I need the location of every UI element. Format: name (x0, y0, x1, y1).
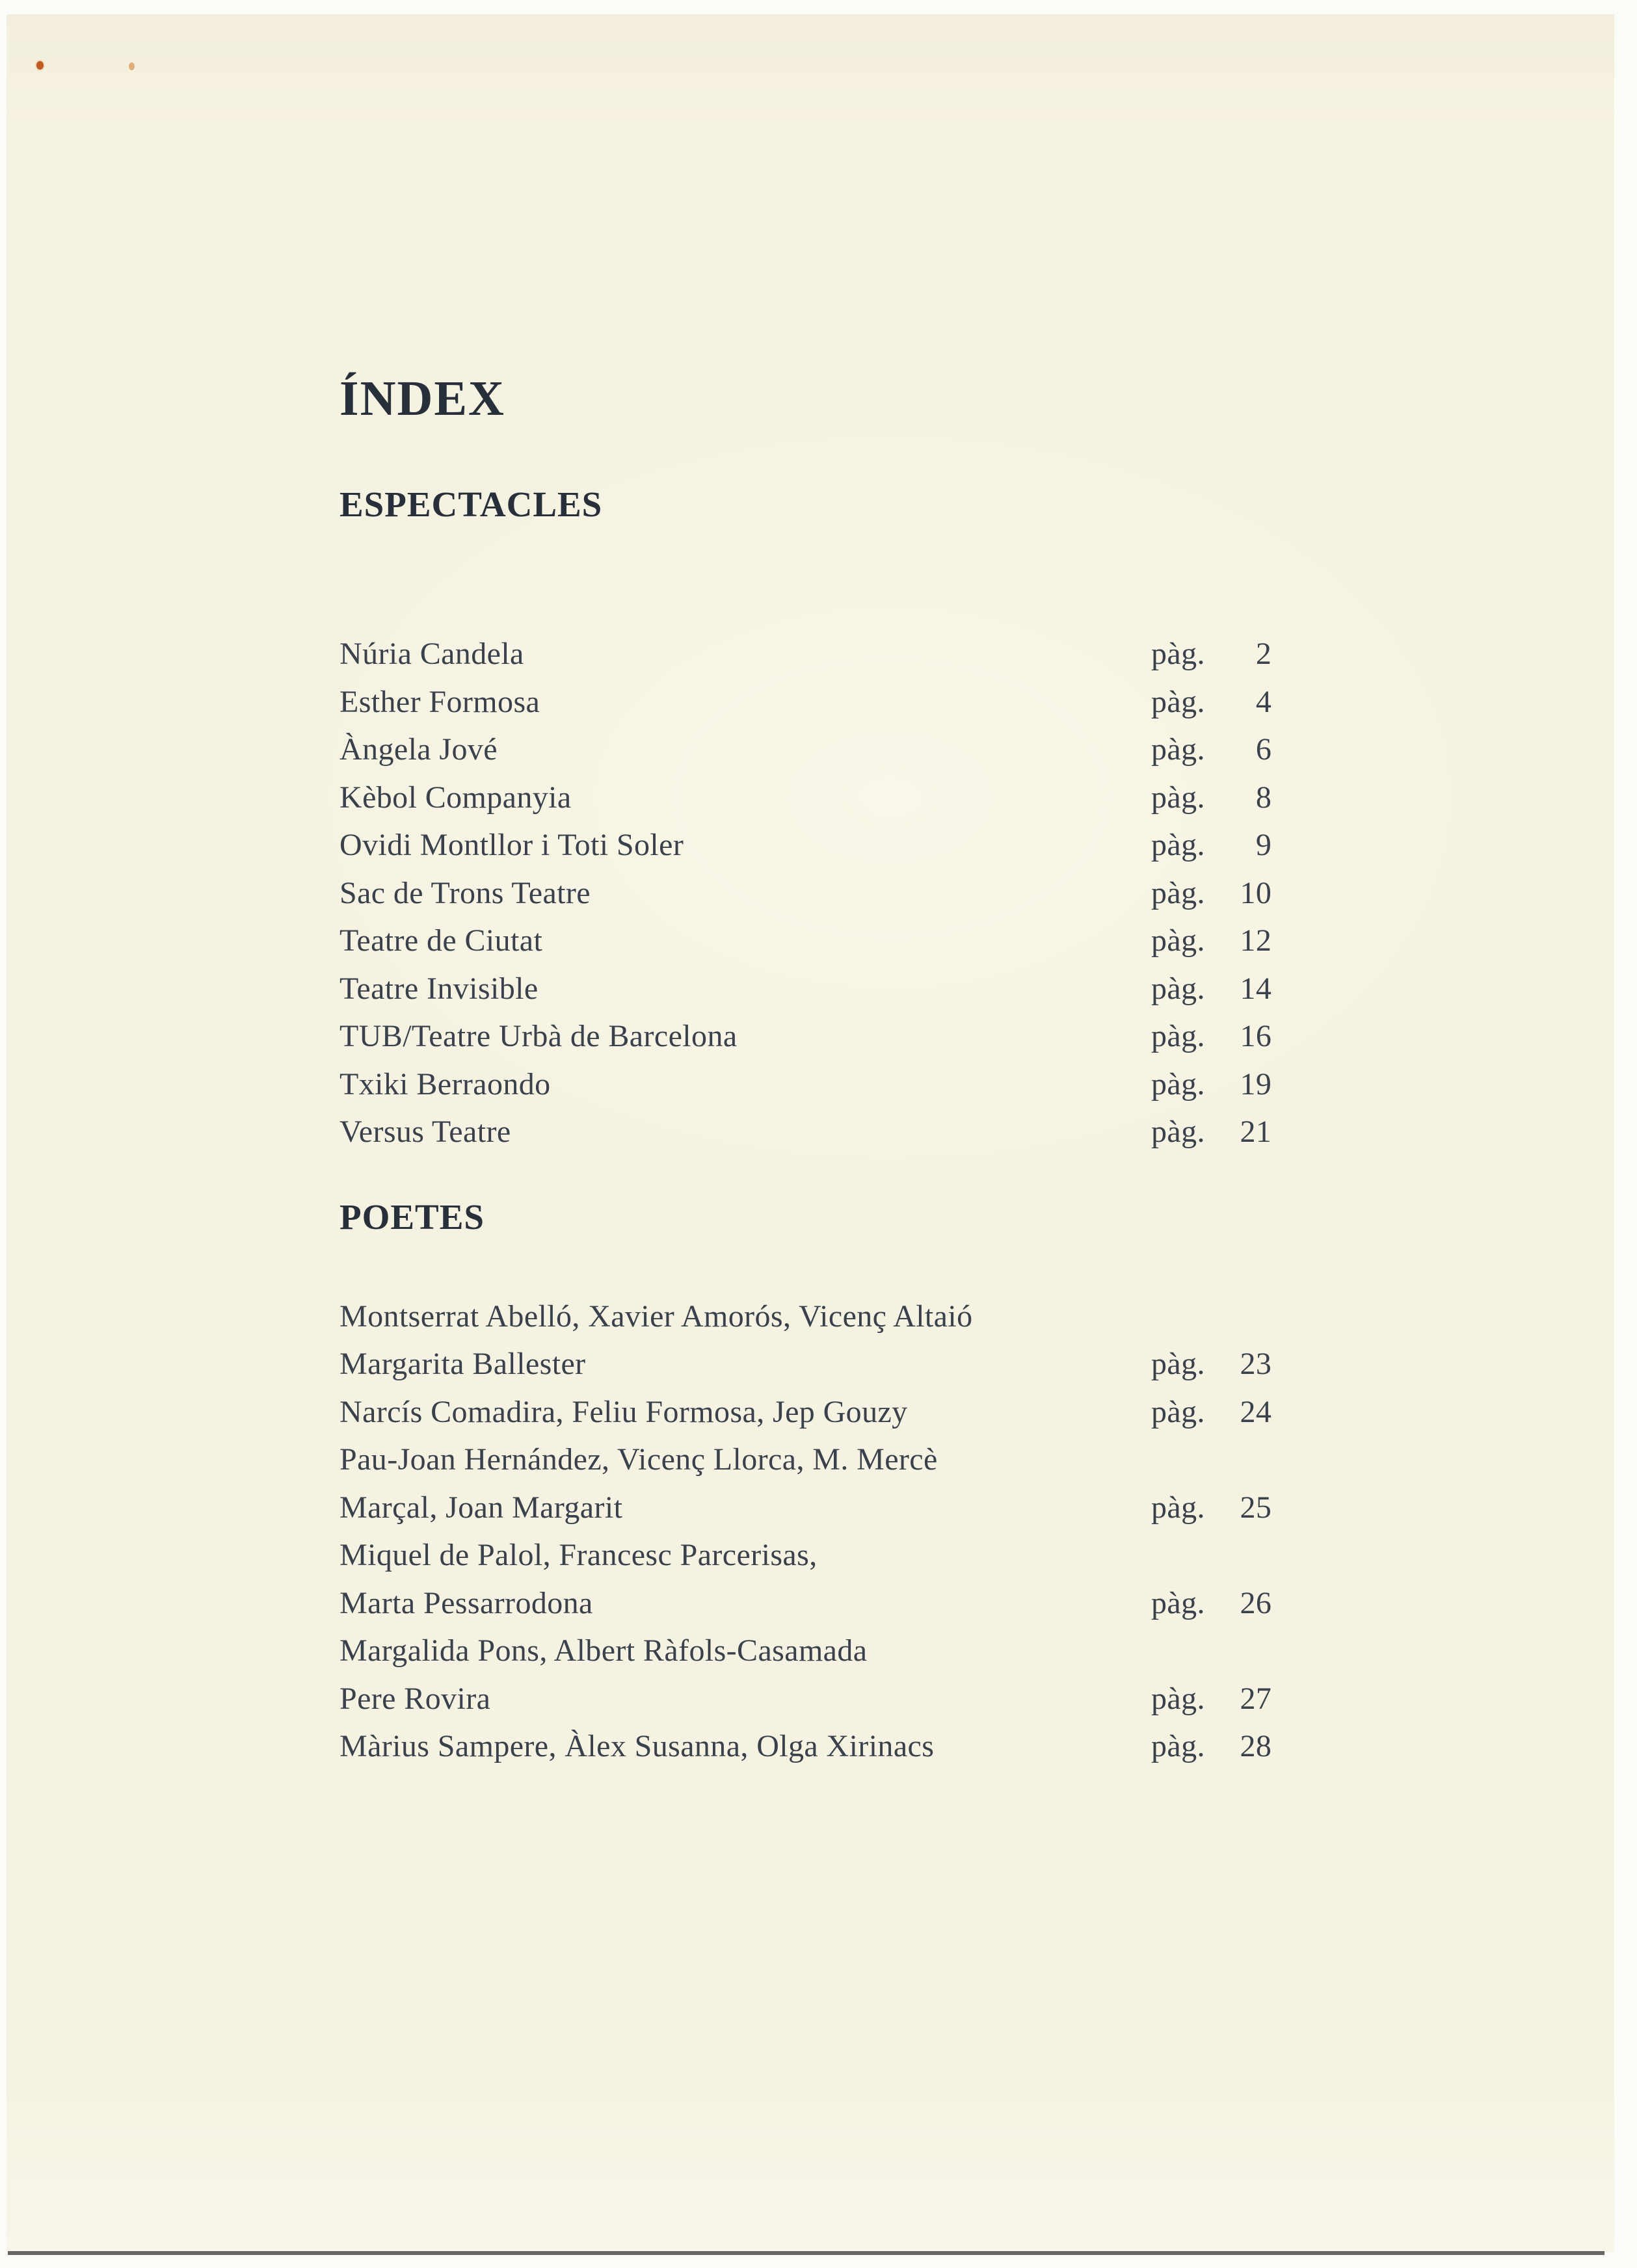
entry-page-ref (1151, 869, 1271, 917)
entry-page-ref (1151, 1012, 1271, 1061)
entry-label: Marçal, Joan Margarit (339, 1490, 623, 1525)
page-label: pàg. (1151, 1729, 1205, 1763)
entry-label: Pere Rovira (339, 1681, 491, 1716)
section-heading: POETES (339, 1196, 485, 1237)
section-entries (339, 630, 1283, 1156)
toc-entry (339, 869, 1283, 917)
toc-entry (339, 1436, 1283, 1484)
toc-entry (339, 1061, 1283, 1109)
page-label: pàg. (1151, 1681, 1205, 1716)
page-number: 19 (1240, 1066, 1272, 1101)
entry-label: Pau-Joan Hernández, Vicenç Llorca, M. Mercè (339, 1442, 938, 1477)
page-label: pàg. (1151, 1347, 1205, 1381)
page-label: pàg. (1151, 1114, 1205, 1149)
page-title: ÍNDEX (339, 371, 505, 426)
ink-stain-mark (129, 62, 135, 70)
toc-entry (339, 1675, 1283, 1723)
page-label: pàg. (1151, 828, 1205, 862)
page-number: 6 (1255, 732, 1272, 767)
entry-page-ref (1151, 1388, 1271, 1436)
page-number: 26 (1240, 1585, 1272, 1620)
toc-entry (339, 1293, 1283, 1341)
page-number: 25 (1240, 1490, 1272, 1525)
page-number: 2 (1255, 637, 1272, 671)
entry-page-ref (1151, 917, 1271, 965)
page-label: pàg. (1151, 637, 1205, 671)
entry-label: Màrius Sampere, Àlex Susanna, Olga Xirinacs (339, 1729, 935, 1763)
entry-label: Àngela Jové (339, 732, 498, 767)
toc-entry (339, 1627, 1283, 1675)
entry-page-ref (1151, 1579, 1271, 1628)
page-number: 27 (1240, 1681, 1272, 1716)
entry-page-ref (1151, 678, 1271, 726)
toc-entry (339, 965, 1283, 1013)
page-label: pàg. (1151, 684, 1205, 719)
page-number: 21 (1240, 1114, 1272, 1149)
entry-page-ref (1151, 1484, 1271, 1532)
entry-label: TUB/Teatre Urbà de Barcelona (339, 1019, 738, 1053)
toc-section (339, 486, 1283, 1156)
toc-section (339, 1196, 1283, 1771)
page-number: 23 (1240, 1347, 1272, 1381)
toc-entry (339, 821, 1283, 869)
entry-page-ref (1151, 1675, 1271, 1723)
entry-label: Margalida Pons, Albert Ràfols-Casamada (339, 1633, 868, 1668)
entry-page-ref (1151, 821, 1271, 869)
page-label: pàg. (1151, 875, 1205, 910)
entry-label: Teatre Invisible (339, 971, 539, 1006)
page-number: 8 (1255, 780, 1272, 815)
toc-entry (339, 678, 1283, 726)
entry-page-ref (1151, 726, 1271, 774)
toc-entry (339, 774, 1283, 822)
ink-stain-mark (36, 61, 44, 70)
page-label: pàg. (1151, 971, 1205, 1006)
entry-label: Margarita Ballester (339, 1347, 586, 1381)
page-label: pàg. (1151, 780, 1205, 815)
page-number: 9 (1255, 828, 1272, 862)
entry-label: Teatre de Ciutat (339, 923, 543, 958)
entry-page-ref (1151, 774, 1271, 822)
page-number: 28 (1240, 1729, 1272, 1763)
entry-label: Sac de Trons Teatre (339, 875, 591, 910)
entry-label: Kèbol Companyia (339, 780, 572, 815)
entry-label: Marta Pessarrodona (339, 1585, 593, 1620)
toc-entry (339, 1484, 1283, 1532)
page-label: pàg. (1151, 1066, 1205, 1101)
toc-entry (339, 1388, 1283, 1436)
entry-page-ref (1151, 1108, 1271, 1156)
page-label: pàg. (1151, 923, 1205, 958)
toc-entry (339, 1340, 1283, 1388)
entry-label: Narcís Comadira, Feliu Formosa, Jep Gouzy (339, 1394, 908, 1429)
page-number: 12 (1240, 923, 1272, 958)
page-label: pàg. (1151, 732, 1205, 767)
page-number: 24 (1240, 1394, 1272, 1429)
page-label: pàg. (1151, 1585, 1205, 1620)
toc-entry (339, 1012, 1283, 1061)
toc-entry (339, 726, 1283, 774)
page-number: 16 (1240, 1019, 1272, 1053)
entry-label: Txiki Berraondo (339, 1066, 551, 1101)
toc-entry (339, 917, 1283, 965)
section-entries (339, 1293, 1283, 1771)
entry-label: Versus Teatre (339, 1114, 511, 1149)
entry-label: Esther Formosa (339, 684, 540, 719)
page-number: 10 (1240, 875, 1272, 910)
toc-entry (339, 1722, 1283, 1771)
page-label: pàg. (1151, 1490, 1205, 1525)
index-content (339, 371, 1283, 1771)
entry-page-ref (1151, 630, 1271, 678)
page-bottom-edge-shadow (8, 2251, 1604, 2255)
section-heading: ESPECTACLES (339, 484, 603, 524)
entry-page-ref (1151, 1722, 1271, 1771)
toc-sections (339, 486, 1283, 1771)
page-label: pàg. (1151, 1019, 1205, 1053)
page-number: 14 (1240, 971, 1272, 1006)
entry-label: Montserrat Abelló, Xavier Amorós, Vicenç Altaió (339, 1299, 973, 1334)
page-label: pàg. (1151, 1394, 1205, 1429)
entry-page-ref (1151, 1340, 1271, 1388)
toc-entry (339, 630, 1283, 678)
entry-page-ref (1151, 1061, 1271, 1109)
toc-entry (339, 1108, 1283, 1156)
entry-label: Ovidi Montllor i Toti Soler (339, 828, 684, 862)
toc-entry (339, 1579, 1283, 1628)
page-number: 4 (1255, 684, 1272, 719)
entry-label: Miquel de Palol, Francesc Parcerisas, (339, 1538, 818, 1572)
entry-page-ref (1151, 965, 1271, 1013)
entry-label: Núria Candela (339, 637, 524, 671)
toc-entry (339, 1531, 1283, 1579)
